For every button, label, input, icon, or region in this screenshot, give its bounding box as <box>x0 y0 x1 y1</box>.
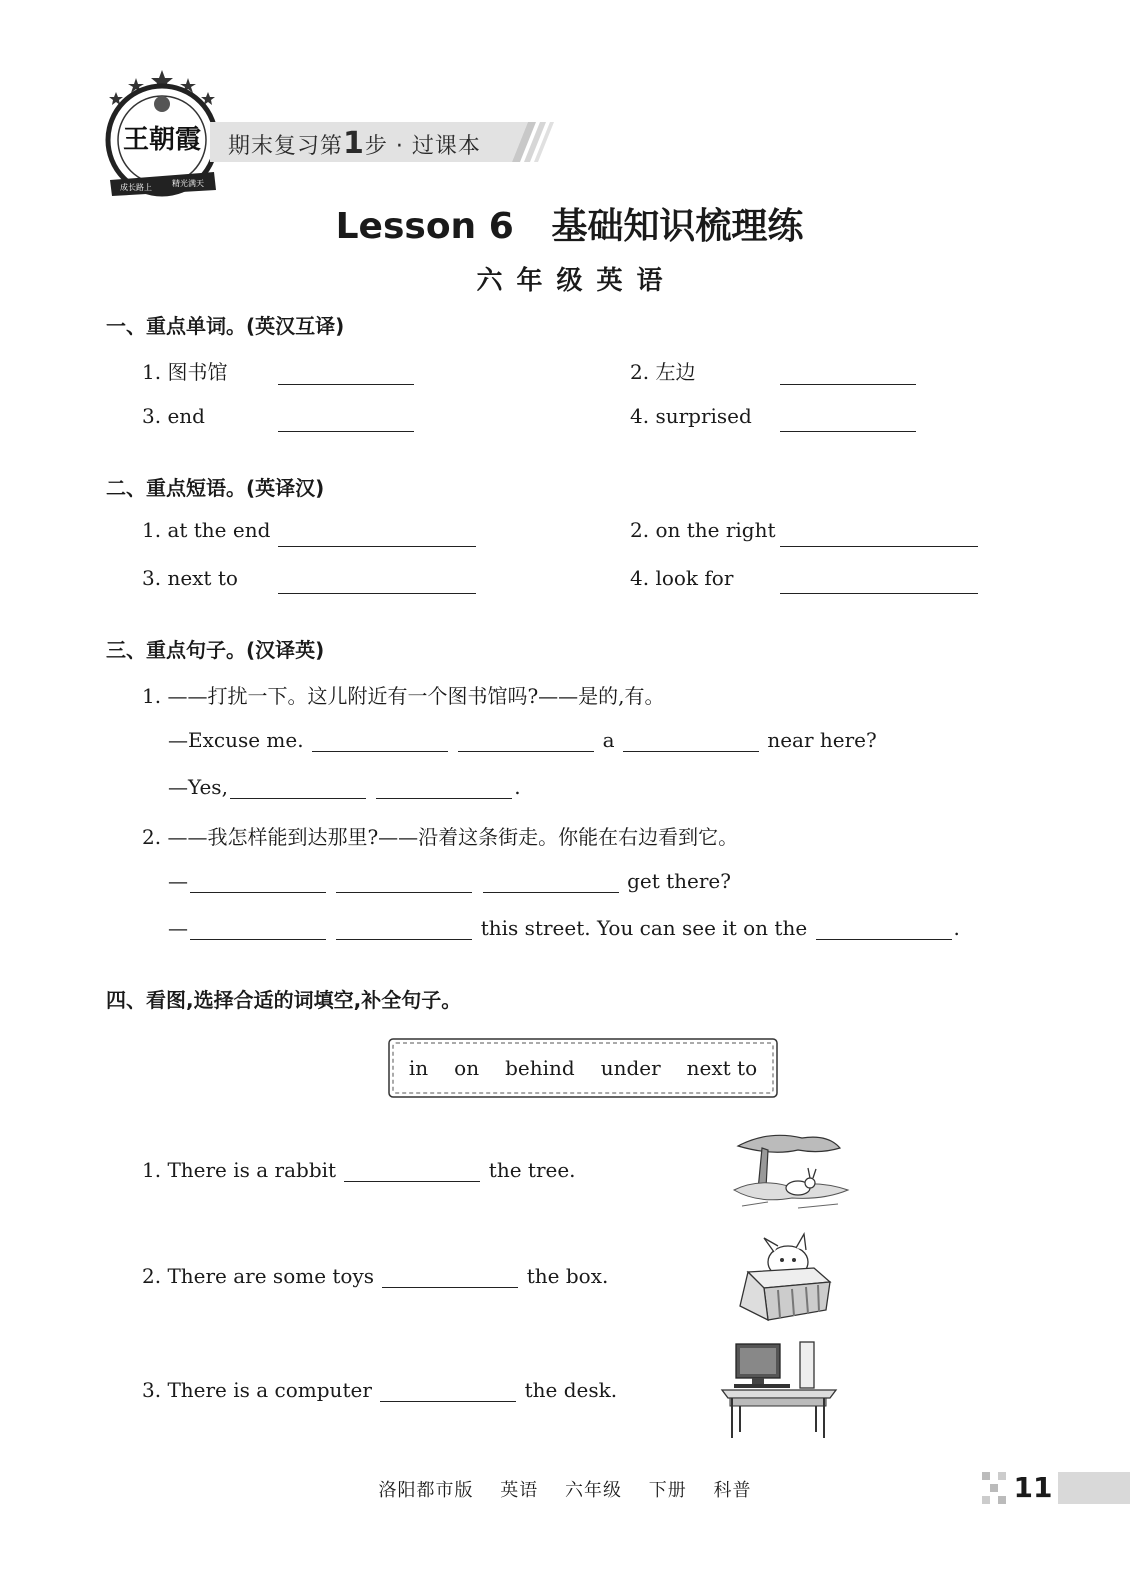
s3-q2-line2 <box>168 916 960 940</box>
s3-q1-line1-end: near here? <box>767 728 877 752</box>
s2-answer-1[interactable] <box>278 546 476 547</box>
s4-blank-1[interactable] <box>344 1159 480 1182</box>
s3-q2-line1-start: — <box>168 869 188 893</box>
footer-edition: 洛阳都市版 <box>378 1480 474 1501</box>
section-2-heading: 二、重点短语。(英译汉) <box>106 476 325 500</box>
page-number: 11 <box>1013 1471 1053 1504</box>
publisher-logo <box>100 68 225 203</box>
word-option: in <box>408 1056 429 1080</box>
s3-q1-blank-2[interactable] <box>458 729 594 752</box>
s1-item-3: 3. end <box>142 404 205 428</box>
s3-q2-prompt: 2. ——我怎样能到达那里?——沿着这条街走。你能在右边看到它。 <box>142 825 739 849</box>
s3-q2-line2-mid: this street. You can see it on the <box>480 916 808 940</box>
s2-item-2: 2. on the right <box>630 518 776 542</box>
s3-q2-line1-end: get there? <box>627 869 731 893</box>
page-corner-pattern <box>982 1472 1010 1504</box>
s3-q2-blank-4[interactable] <box>190 917 326 940</box>
s1-answer-2[interactable] <box>780 384 916 385</box>
s3-q1-blank-5[interactable] <box>376 776 512 799</box>
section-3-heading: 三、重点句子。(汉译英) <box>106 638 325 662</box>
s3-q2-blank-5[interactable] <box>336 917 472 940</box>
s3-q2-blank-6[interactable] <box>816 917 952 940</box>
s1-item-2: 2. 左边 <box>630 360 696 384</box>
page-title: Lesson 6 基础知识梳理练 <box>335 206 804 247</box>
word-bank-list <box>386 1036 780 1100</box>
s4-blank-2[interactable] <box>382 1265 518 1288</box>
s3-q1-line1 <box>168 728 877 752</box>
s4-item-3-pre: 3. There is a computer <box>142 1378 372 1402</box>
s2-answer-3[interactable] <box>278 593 476 594</box>
s3-q1-prompt: 1. ——打扰一下。这儿附近有一个图书馆吗?——是的,有。 <box>142 684 665 708</box>
s2-answer-2[interactable] <box>780 546 978 547</box>
page-footer <box>0 1476 1130 1502</box>
s3-q1-line2-start: —Yes, <box>168 775 228 799</box>
word-bank-box <box>386 1036 780 1100</box>
computer-on-desk-illustration <box>720 1340 840 1440</box>
s4-item-1-pre: 1. There is a rabbit <box>142 1158 337 1182</box>
s4-item-2-pre: 2. There are some toys <box>142 1264 375 1288</box>
footer-publisher: 科普 <box>713 1480 752 1501</box>
s3-q1-line2-end: . <box>514 775 521 799</box>
logo-wordmark: 王朝霞 <box>122 125 202 155</box>
s3-q2-blank-2[interactable] <box>336 870 472 893</box>
s4-item-2 <box>142 1264 608 1288</box>
footer-subject: 英语 <box>500 1480 539 1501</box>
s4-item-3 <box>142 1378 617 1402</box>
s1-answer-3[interactable] <box>278 431 414 432</box>
page-number-bar <box>1058 1472 1130 1504</box>
s2-item-4: 4. look for <box>630 566 734 590</box>
s1-answer-1[interactable] <box>278 384 414 385</box>
section-4-heading: 四、看图,选择合适的词填空,补全句子。 <box>106 988 462 1012</box>
s3-q1-blank-4[interactable] <box>230 776 366 799</box>
s3-q1-blank-3[interactable] <box>623 729 759 752</box>
word-option: under <box>600 1056 661 1080</box>
s1-answer-4[interactable] <box>780 431 916 432</box>
s1-item-4: 4. surprised <box>630 404 752 428</box>
s3-q1-blank-1[interactable] <box>312 729 448 752</box>
logo-motto-right: 精光满天 <box>172 179 204 188</box>
rabbit-under-tree-illustration <box>728 1128 854 1214</box>
s1-item-1: 1. 图书馆 <box>142 360 228 384</box>
word-option: on <box>454 1056 480 1080</box>
s3-q1-line1-mid: a <box>602 728 615 752</box>
s4-blank-3[interactable] <box>380 1379 516 1402</box>
banner-step-number: 1 <box>343 126 365 161</box>
s2-item-3: 3. next to <box>142 566 238 590</box>
logo-motto-left: 成长路上 <box>120 183 152 192</box>
s2-answer-4[interactable] <box>780 593 978 594</box>
s3-q2-line2-end: . <box>953 916 960 940</box>
s3-q1-line1-start: —Excuse me. <box>168 728 304 752</box>
section-1-heading: 一、重点单词。(英汉互译) <box>106 314 345 338</box>
toys-in-box-illustration <box>734 1232 838 1322</box>
s2-item-1: 1. at the end <box>142 518 271 542</box>
s4-item-3-post: the desk. <box>524 1378 618 1402</box>
word-option: next to <box>686 1056 758 1080</box>
s4-item-1-post: the tree. <box>488 1158 576 1182</box>
footer-volume: 下册 <box>648 1480 687 1501</box>
word-option: behind <box>505 1056 575 1080</box>
s4-item-2-post: the box. <box>526 1264 609 1288</box>
banner-pre: 期末复习第 <box>228 134 344 159</box>
s3-q2-blank-3[interactable] <box>483 870 619 893</box>
footer-grade: 六年级 <box>565 1480 622 1501</box>
s3-q2-blank-1[interactable] <box>190 870 326 893</box>
s4-item-1 <box>142 1158 576 1182</box>
page-subtitle: 六年级英语 <box>476 266 677 296</box>
banner-post: 步 · 过课本 <box>364 134 481 159</box>
s3-q2-line1 <box>168 869 731 893</box>
banner-text <box>228 124 481 164</box>
s3-q1-line2 <box>168 775 521 799</box>
s3-q2-line2-start: — <box>168 916 188 940</box>
